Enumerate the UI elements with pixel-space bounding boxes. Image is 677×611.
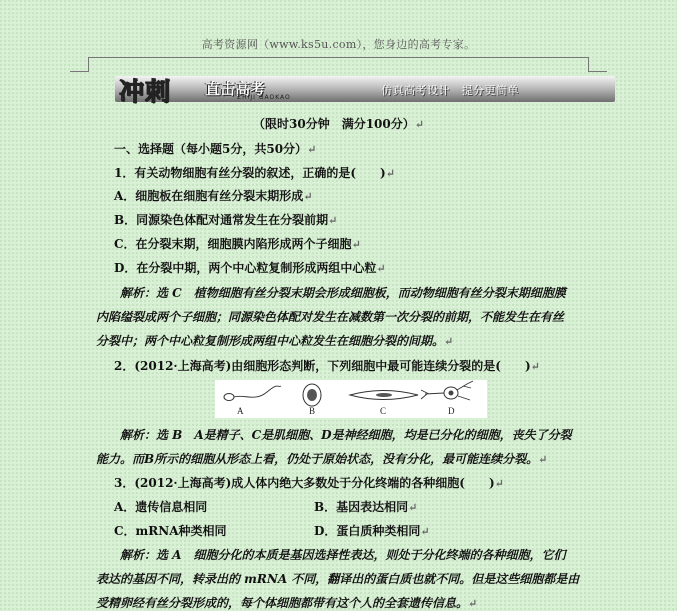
question-3-analysis-line-1: 解析：选 A 细胞分化的本质是基因选择性表达，则处于分化终端的各种细胞，它们	[120, 548, 566, 562]
banner-subtitle-english: ZHIJI GAOKAO	[237, 94, 291, 101]
sperm-cell-illustration	[224, 386, 281, 401]
question-3-option-c: C．mRNA种类相同	[114, 524, 227, 538]
header-frame-top	[88, 57, 588, 58]
question-1-option-b: B．同源染色体配对通常发生在分裂前期↵	[114, 213, 338, 227]
question-1-analysis-line-3: 分裂中；两个中心粒复制形成两组中心粒发生在细胞分裂的间期。↵	[96, 334, 454, 348]
figure-label-a: A	[237, 406, 244, 416]
limits-line: （限时30分钟 满分100分）↵	[253, 117, 424, 131]
figure-label-c: C	[380, 406, 387, 416]
cell-shapes-figure	[215, 380, 487, 418]
banner-title: 冲刺	[119, 77, 172, 106]
cell-shapes-drawing	[215, 380, 487, 418]
question-3-option-a: A．遗传信息相同	[114, 500, 208, 514]
undifferentiated-cell-illustration	[303, 384, 321, 406]
question-3-analysis-line-3: 受精卵经有丝分裂形成的，每个体细胞都带有这个人的全套遗传信息。↵	[96, 596, 478, 610]
header-frame-left	[88, 57, 89, 71]
question-1-analysis-line-2: 内陷缢裂成两个子细胞；同源染色体配对发生在减数第一次分裂的前期，不能发生在有丝	[96, 310, 565, 324]
section-heading: 一、选择题（每小题5分，共50分）↵	[114, 142, 317, 156]
question-2-analysis-line-1: 解析：选 B A是精子、C是肌细胞、D是神经细胞，均是已分化的细胞，丧失了分裂	[120, 428, 572, 442]
muscle-cell-illustration	[350, 391, 418, 400]
question-3-analysis-line-2: 表达的基因不同，转录出的 mRNA 不同，翻译出的蛋白质也就不同。但是这些细胞都是由	[96, 572, 580, 586]
section-banner	[115, 76, 615, 106]
figure-label-d: D	[448, 406, 455, 416]
banner-slogan: 仿真高考设计 提分更简单	[381, 84, 519, 97]
neuron-illustration	[421, 381, 473, 400]
question-2-analysis-line-2: 能力。而B所示的细胞从形态上看，仍处于原始状态，没有分化，最可能连续分裂。↵	[96, 452, 548, 466]
header-frame-right	[588, 57, 589, 71]
question-3-option-d: D．蛋白质种类相同↵	[314, 524, 430, 538]
page-header: 高考资源网（www.ks5u.com），您身边的高考专家。	[201, 38, 476, 51]
banner-subtitle: 直击高考	[205, 80, 266, 98]
figure-label-b: B	[309, 406, 316, 416]
question-1-option-c: C．在分裂末期，细胞膜内陷形成两个子细胞↵	[114, 237, 361, 251]
question-1-stem: 1．有关动物细胞有丝分裂的叙述，正确的是( )↵	[114, 166, 395, 180]
question-3-option-b: B．基因表达相同↵	[314, 500, 418, 514]
header-frame-left-line	[70, 71, 89, 72]
question-1-analysis-line-1: 解析：选 C 植物细胞有丝分裂末期会形成细胞板，而动物细胞有丝分裂末期细胞膜	[120, 286, 566, 300]
question-3-stem: 3．(2012·上海高考)成人体内绝大多数处于分化终端的各种细胞( )↵	[114, 476, 504, 490]
question-2-stem: 2．(2012·上海高考)由细胞形态判断，下列细胞中最可能连续分裂的是( )↵	[114, 359, 540, 373]
question-1-option-d: D．在分裂中期，两个中心粒复制形成两组中心粒↵	[114, 261, 386, 275]
question-1-option-a: A．细胞板在细胞有丝分裂末期形成↵	[114, 189, 313, 203]
header-frame-right-line	[588, 71, 607, 72]
